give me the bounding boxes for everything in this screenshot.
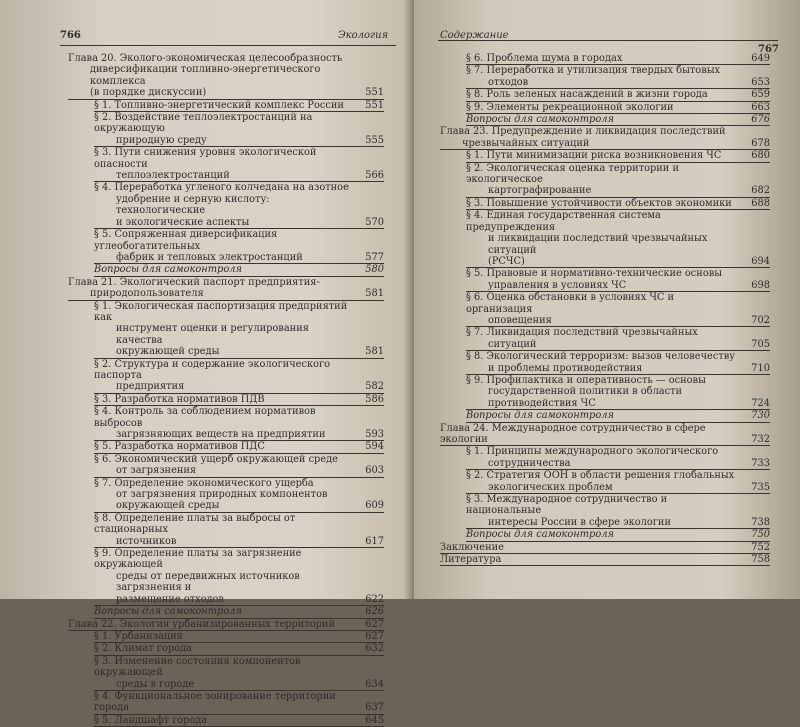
toc-entry-text: § 7. Переработка и утилизация твердых бытовых: [466, 65, 721, 77]
toc-entry-text: § 9. Определение платы за загрязнение окружающей: [94, 548, 302, 571]
toc-entry-text: Глава 24. Международное сотрудничество в сфере экологии: [440, 422, 706, 445]
left-toc-entry: [68, 406, 384, 440]
toc-entry-text: оповещения: [488, 314, 552, 326]
toc-entry-text: § 4. Переработка угленого колчедана на азотное: [94, 182, 349, 194]
left-toc-entry: [68, 112, 384, 146]
left-toc-entry: [68, 441, 384, 452]
toc-page-number: 705: [751, 338, 770, 350]
toc-entry-text: экологических проблем: [488, 481, 613, 493]
toc-entry-text: источников: [116, 535, 177, 547]
toc-page-number: 581: [365, 288, 384, 300]
toc-page-number: 680: [751, 150, 770, 162]
toc-entry-text: среды в городе: [116, 678, 195, 690]
toc-entry-text: § 5. Разработка нормативов ПДС: [94, 441, 265, 453]
toc-page-number: 663: [751, 101, 770, 113]
toc-page-number: 637: [365, 702, 384, 714]
left-toc-entry: [68, 478, 384, 512]
left-toc-entry: [68, 147, 384, 181]
right-toc-entry: [440, 375, 770, 409]
left-toc-entry: [68, 513, 384, 547]
right-toc-entry: [440, 102, 770, 113]
toc-page-number: 678: [751, 137, 770, 149]
toc-entry-text: § 2. Структура и содержание экологического паспорта: [94, 358, 331, 381]
toc-page-number: 659: [751, 89, 770, 101]
right-toc-entry: [440, 494, 770, 528]
toc-row-rule: [440, 565, 770, 566]
right-toc-entry: [440, 53, 770, 64]
toc-entry-text: § 3. Пути снижения уровня экологической опасности: [94, 147, 317, 170]
toc-entry-text: Вопросы для самоконтроля: [94, 606, 242, 618]
right-toc-entry: [440, 327, 770, 350]
toc-entry-text: картографирование: [488, 185, 592, 197]
toc-entry-text: § 1. Урбанизация: [94, 630, 183, 642]
left-toc-entry: [68, 394, 384, 405]
toc-page-number: 710: [751, 362, 770, 374]
right-toc-entry: [440, 446, 770, 469]
toc-entry-text: Глава 20. Эколого-экономическая целесообразность: [68, 53, 343, 64]
left-toc-entry: [68, 229, 384, 263]
toc-page-number: 622: [365, 593, 384, 605]
right-toc-entry: [440, 126, 770, 149]
toc-entry-text: § 2. Климат города: [94, 643, 192, 655]
right-toc-entry: [440, 554, 770, 565]
toc-entry-text: § 3. Разработка нормативов ПДВ: [94, 393, 265, 405]
toc-page-number: 676: [751, 114, 770, 126]
toc-page-number: 551: [365, 87, 384, 99]
toc-entry-text: Литература: [440, 554, 502, 566]
right-toc-entry: [440, 198, 770, 209]
toc-entry-text: противодействия ЧС: [488, 397, 596, 409]
toc-entry-text: § 8. Определение платы за выбросы от стационарных: [94, 512, 296, 536]
toc-page-number: 653: [751, 76, 770, 88]
right-toc-entry: [440, 470, 770, 493]
right-page: [414, 0, 800, 599]
toc-entry-text: инструмент оценки и регулирования качества: [116, 323, 309, 346]
toc-entry-text: размещение отходов: [116, 593, 224, 605]
toc-entry-text: § 9. Профилактика и оперативность — основы: [466, 374, 706, 386]
left-toc-entry: [68, 548, 384, 605]
toc-page-number: 626: [365, 606, 384, 618]
right-toc-entry: [440, 410, 770, 421]
toc-entry-text: Вопросы для самоконтроля: [94, 264, 242, 276]
left-toc-entry: [68, 656, 384, 690]
toc-page-number: 732: [751, 434, 770, 445]
toc-page-number: 688: [751, 197, 770, 209]
right-toc-entry: [440, 268, 770, 291]
toc-page-number: 724: [751, 397, 770, 409]
toc-page-number: 682: [751, 185, 770, 197]
right-toc-entry: [440, 529, 770, 540]
toc-entry-text: § 1. Экологическая паспортизация предприятий как: [94, 300, 348, 323]
toc-entry-text: Вопросы для самоконтроля: [466, 529, 614, 541]
toc-entry-text: природную среду: [116, 134, 207, 146]
toc-page-number: 580: [365, 264, 384, 276]
toc-page-number: 627: [365, 630, 384, 642]
toc-entry-text: § 2. Воздействие теплоэлектростанций на окружающую: [94, 112, 313, 135]
toc-page-number: 581: [365, 346, 384, 358]
left-toc-entry: [68, 264, 384, 275]
right-toc-entry: [440, 292, 770, 326]
right-toc-entry: [440, 89, 770, 100]
toc-entry-text: § 1. Топливно-энергетический комплекс России: [94, 99, 344, 111]
left-toc-entry: [68, 182, 384, 228]
toc-entry-text: сотрудничества: [488, 457, 571, 469]
left-toc-entry: [68, 631, 384, 642]
toc-entry-text: § 6. Экономический ущерб окружающей среде: [94, 453, 338, 465]
left-header-rule: [60, 45, 396, 46]
toc-page-number: 570: [365, 216, 384, 228]
toc-entry-text: § 4. Единая государственная система предупреждения: [466, 210, 661, 233]
toc-entry-text: § 8. Экологический терроризм: вызов человечеству: [466, 351, 736, 363]
left-toc-entry: [68, 619, 384, 630]
toc-entry-text: природопользователя: [90, 288, 204, 300]
right-page-number: 767: [758, 44, 779, 55]
toc-entry-text: § 3. Изменение состояния компонентов окружающей: [94, 655, 301, 679]
toc-entry-text: Вопросы для самоконтроля: [466, 410, 614, 422]
toc-entry-text: § 5. Правовые и нормативно-технические основы: [466, 268, 723, 280]
toc-entry-text: § 5. Сопряженная диверсификация углеобогатительных: [94, 229, 278, 252]
toc-entry-text: § 2. Экологическая оценка территории и экологическое: [466, 162, 679, 186]
toc-entry-text: предприятия: [116, 381, 185, 393]
toc-page-number: 617: [365, 535, 384, 547]
toc-entry-text: Вопросы для самоконтроля: [466, 114, 614, 126]
toc-page-number: 752: [751, 541, 770, 553]
toc-entry-text: интересы России в сфере экологии: [488, 516, 671, 528]
toc-entry-text: § 3. Международное сотрудничество и национальные: [466, 494, 668, 517]
toc-entry-text: § 9. Элементы рекреационной экологии: [466, 101, 674, 113]
toc-page-number: 594: [365, 441, 384, 453]
toc-entry-text: (в порядке дискуссии): [90, 87, 207, 99]
toc-page-number: 582: [365, 381, 384, 393]
left-toc-entry: [68, 643, 384, 654]
toc-page-number: 698: [751, 279, 770, 291]
toc-entry-text: государственной политики в области: [488, 386, 683, 398]
left-toc-entry: [68, 715, 384, 726]
toc-page-number: 555: [365, 134, 384, 146]
toc-page-number: 649: [751, 53, 770, 64]
toc-entry-text: диверсификации топливно-энергетического комплекса: [90, 64, 321, 87]
toc-entry-text: Глава 22. Экология урбанизированных территорий: [68, 618, 335, 630]
toc-entry-text: § 1. Принципы международного экологического: [466, 446, 719, 458]
toc-entry-text: отходов: [488, 76, 529, 88]
toc-entry-text: и проблемы противодействия: [488, 362, 643, 374]
right-toc-entry: [440, 423, 770, 446]
right-toc-entry: [440, 351, 770, 374]
toc-entry-text: § 7. Ликвидация последствий чрезвычайных: [466, 327, 698, 339]
right-toc-entry: [440, 114, 770, 125]
toc-entry-text: § 5. Ландшафт города: [94, 714, 208, 726]
toc-page-number: 603: [365, 465, 384, 477]
right-toc-entry: [440, 150, 770, 161]
toc-page-number: 627: [365, 618, 384, 630]
toc-entry-text: чрезвычайных ситуаций: [462, 137, 590, 149]
toc-entry-text: (РСЧС): [488, 255, 525, 267]
toc-page-number: 586: [365, 393, 384, 405]
toc-entry-text: Глава 21. Экологический паспорт предприятия-: [68, 276, 320, 288]
toc-entry-text: Глава 23. Предупреждение и ликвидация последствий: [440, 126, 726, 138]
toc-entry-text: теплоэлектростанций: [116, 170, 230, 182]
toc-page-number: 593: [365, 429, 384, 440]
toc-entry-text: от загрязнения: [116, 465, 197, 477]
toc-page-number: 750: [751, 529, 770, 541]
toc-entry-text: § 4. Функциональное зонирование территории города: [94, 690, 336, 714]
toc-entry-text: окружающей среды: [116, 346, 220, 358]
toc-entry-text: и экологические аспекты: [116, 216, 250, 228]
toc-entry-text: среды от передвижных источников загрязнения и: [116, 570, 300, 594]
toc-page-number: 702: [751, 314, 770, 326]
toc-entry-text: § 2. Стратегия ООН в области решения глобальных: [466, 470, 735, 482]
left-page-number: 766: [60, 30, 81, 41]
toc-entry-text: Заключение: [440, 541, 504, 553]
toc-entry-text: § 7. Определение экономического ущерба: [94, 477, 314, 489]
right-toc-entry: [440, 163, 770, 197]
toc-entry-text: управления в условиях ЧС: [488, 279, 627, 291]
toc-page-number: 733: [751, 457, 770, 469]
toc-page-number: 738: [751, 516, 770, 528]
toc-page-number: 551: [365, 99, 384, 111]
left-toc-entry: [68, 277, 384, 300]
left-toc: [68, 53, 384, 727]
toc-entry-text: § 3. Повышение устойчивости объектов экономики: [466, 197, 732, 209]
toc-page-number: 634: [365, 678, 384, 690]
right-toc-entry: [440, 65, 770, 88]
right-header-rule: [438, 40, 778, 41]
toc-entry-text: загрязняющих веществ на предприятии: [116, 429, 326, 440]
left-toc-entry: [68, 359, 384, 393]
toc-entry-text: ситуаций: [488, 338, 537, 350]
toc-page-number: 609: [365, 500, 384, 512]
toc-page-number: 632: [365, 643, 384, 655]
right-toc-entry: [440, 542, 770, 553]
toc-entry-text: фабрик и тепловых электростанций: [116, 251, 303, 263]
toc-entry-text: § 4. Контроль за соблюдением нормативов выбросов: [94, 406, 316, 429]
toc-page-number: 645: [365, 714, 384, 726]
toc-page-number: 758: [751, 554, 770, 566]
toc-page-number: 694: [751, 255, 770, 267]
toc-entry-text: окружающей среды: [116, 500, 220, 512]
toc-entry-text: удобрение и серную кислоту: технологические: [116, 193, 270, 217]
left-toc-entry: [68, 606, 384, 617]
right-toc: [440, 53, 770, 566]
left-toc-entry: [68, 691, 384, 714]
right-toc-entry: [440, 210, 770, 267]
left-toc-entry: [68, 100, 384, 111]
toc-entry-text: § 8. Роль зеленых насаждений в жизни города: [466, 89, 708, 101]
toc-entry-text: § 6. Проблема шума в городах: [466, 53, 623, 64]
toc-entry-text: § 6. Оценка обстановки в условиях ЧС и организация: [466, 292, 675, 315]
left-toc-entry: [68, 53, 384, 99]
toc-entry-text: и ликвидации последствий чрезвычайных ситуаций: [488, 233, 708, 256]
toc-page-number: 730: [751, 410, 770, 422]
left-toc-entry: [68, 454, 384, 477]
right-running-head: Содержание: [440, 30, 509, 41]
left-toc-entry: [68, 301, 384, 358]
toc-entry-text: от загрязнения природных компонентов: [116, 489, 328, 501]
left-running-head: Экология: [338, 30, 389, 41]
toc-page-number: 566: [365, 170, 384, 182]
toc-entry-text: § 1. Пути минимизации риска возникновения ЧС: [466, 150, 722, 162]
toc-page-number: 577: [365, 251, 384, 263]
toc-page-number: 735: [751, 481, 770, 493]
